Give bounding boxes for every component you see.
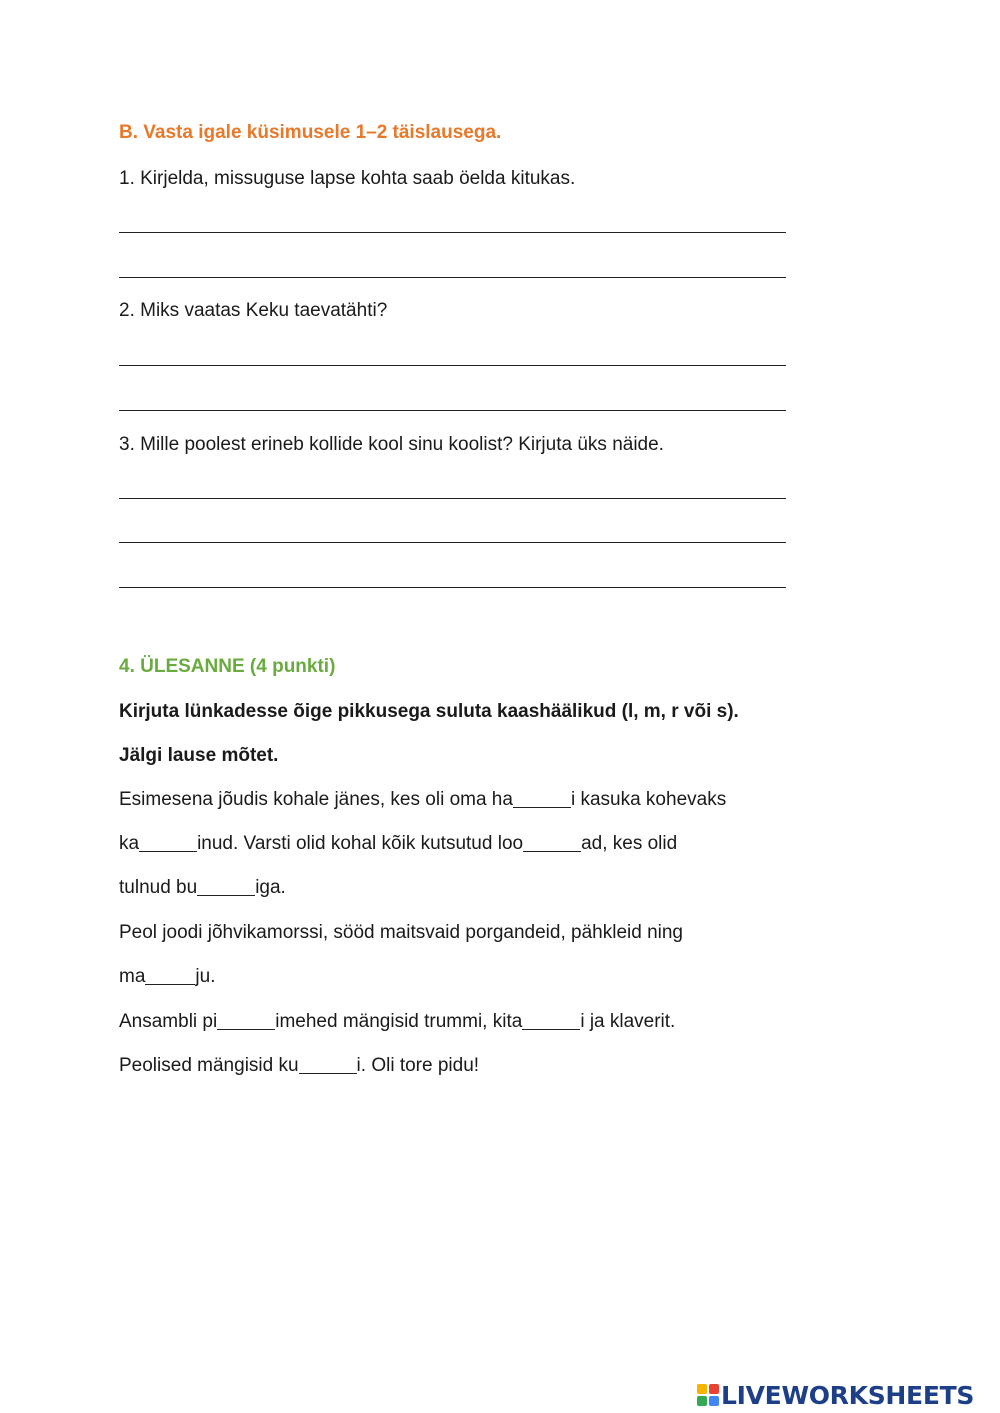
text-segment: i ja klaverit. [580,1011,676,1032]
answer-line-q3-1[interactable] [119,498,786,499]
task4-instruction-2: Jälgi lause mõtet. [119,745,279,766]
gap-field-4[interactable] [197,877,255,896]
answer-line-q2-2[interactable] [119,410,786,411]
task4-title: 4. ÜLESANNE (4 punkti) [119,656,336,677]
text-line-3 [119,876,286,900]
logo-text: LIVEWORKSHEETS [721,1380,975,1410]
text-segment: iga. [255,877,286,898]
answer-line-q3-3[interactable] [119,587,786,588]
text-line-4 [119,921,683,945]
logo-square-2 [709,1384,719,1394]
text-line-1 [119,788,726,812]
text-line-5 [119,965,215,989]
text-segment: i. Oli tore pidu! [356,1055,480,1076]
text-segment: inud. Varsti olid kohal kõik kutsutud loo [197,833,524,854]
liveworksheets-logo[interactable] [697,1379,974,1411]
logo-square-3 [697,1396,707,1406]
gap-field-2[interactable] [139,833,197,852]
question-1: 1. Kirjelda, missuguse lapse kohta saab öelda kitukas. [119,168,576,189]
text-segment: ad, kes olid [581,833,678,854]
logo-square-4 [709,1396,719,1406]
answer-line-q3-2[interactable] [119,542,786,543]
text-segment: ju. [195,966,216,987]
text-line-6 [119,1010,675,1034]
gap-field-5[interactable] [145,966,195,985]
section-b-title: B. Vasta igale küsimusele 1–2 täislausega. [119,122,502,143]
answer-line-q2-1[interactable] [119,365,786,366]
gap-field-1[interactable] [513,789,571,808]
answer-line-q1-1[interactable] [119,232,786,233]
text-line-7 [119,1054,479,1078]
question-3: 3. Mille poolest erineb kollide kool sinu koolist? Kirjuta üks näide. [119,434,664,455]
text-segment: imehed mängisid trummi, kita [275,1011,523,1032]
text-line-2 [119,832,677,856]
answer-line-q1-2[interactable] [119,277,786,278]
logo-mark-icon [697,1384,719,1406]
text-segment: tulnud bu [119,877,198,898]
logo-square-1 [697,1384,707,1394]
text-segment: i kasuka kohevaks [570,789,727,810]
text-segment: ma [119,966,146,987]
task4-instruction: Kirjuta lünkadesse õige pikkusega suluta kaashäälikud (l, m, r või s). [119,701,739,722]
text-segment: Peol joodi jõhvikamorssi, sööd maitsvaid porgandeid, pähkleid ning [119,922,683,943]
text-segment: ka [119,833,140,854]
gap-field-3[interactable] [523,833,581,852]
text-segment: Peolised mängisid ku [119,1055,299,1076]
gap-field-6[interactable] [217,1011,275,1030]
text-segment: Esimesena jõudis kohale jänes, kes oli oma ha [119,789,513,810]
gap-field-7[interactable] [522,1011,580,1030]
gap-field-8[interactable] [299,1055,357,1074]
question-2: 2. Miks vaatas Keku taevatähti? [119,300,388,321]
text-segment: Ansambli pi [119,1011,218,1032]
